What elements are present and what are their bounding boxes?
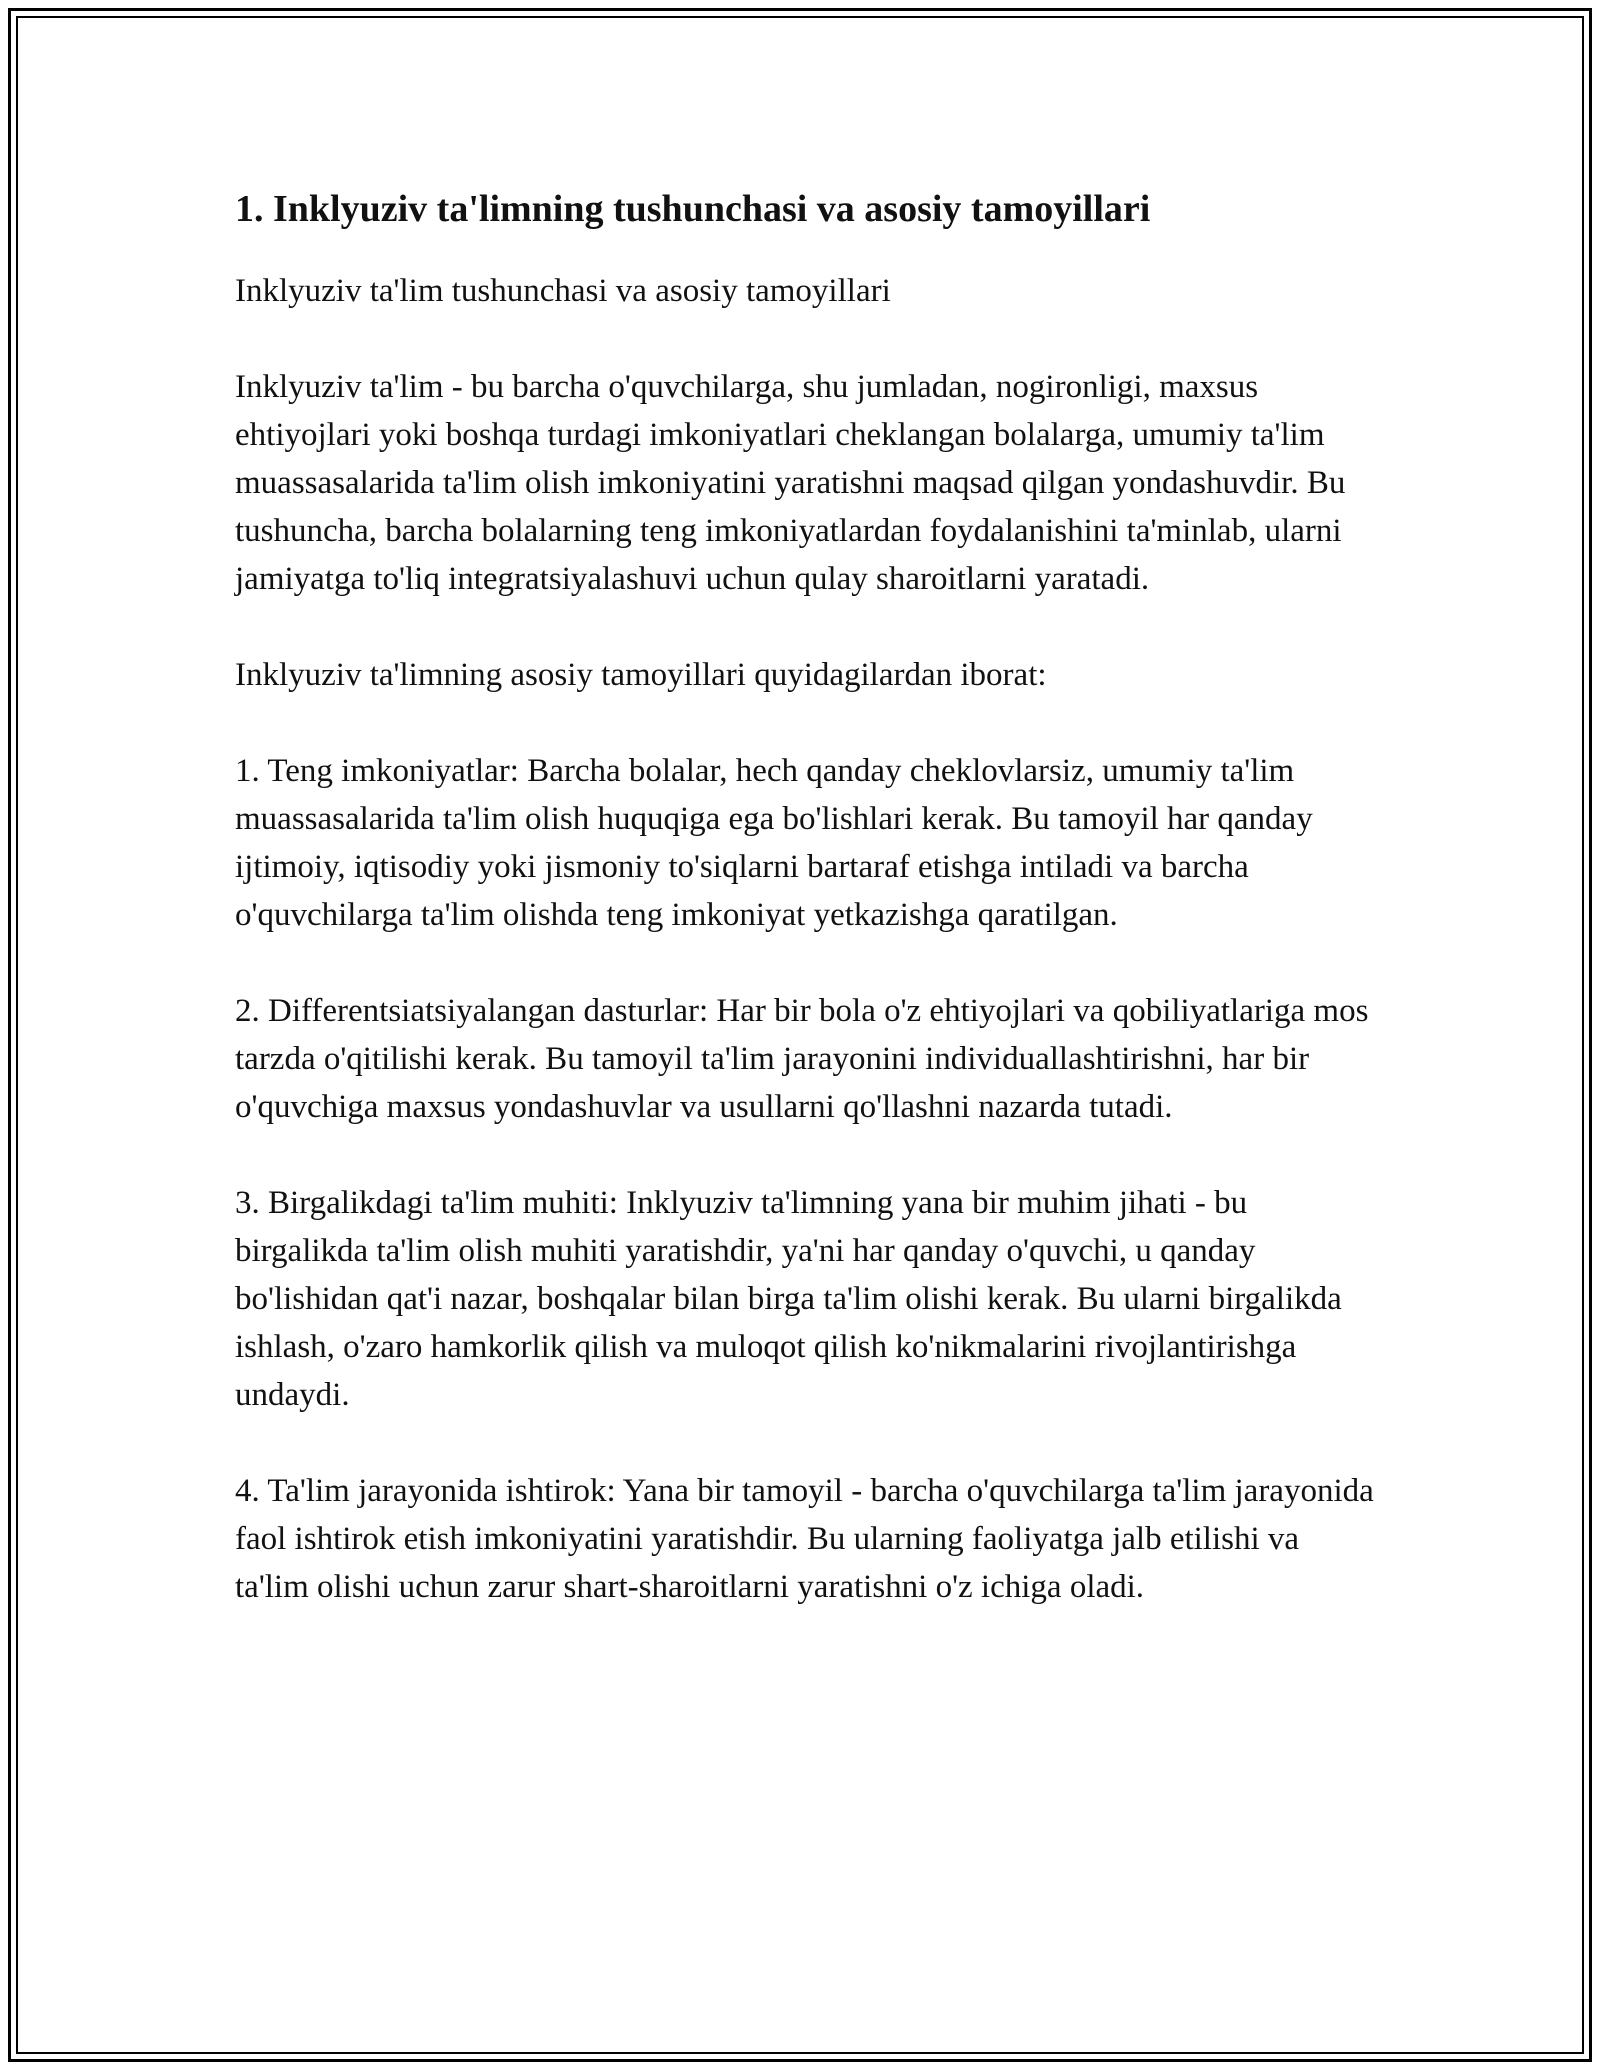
principle-3-paragraph: 3. Birgalikdagi ta'lim muhiti: Inklyuziv ta'limning yana bir muhim jihati - bu birgalikda ta'lim olish muhiti yaratishdir, ya'ni har qanday o'quvchi, u qanday bo'lishidan qat'i nazar, boshqalar bilan birga ta'lim olishi kerak. Bu ularni birgalikda ishlash, o'zaro hamkorlik qilish va muloqot qilish ko'nikmalarini rivojlantirishga undaydi. [235, 1185, 1342, 1413]
principle-1-paragraph: 1. Teng imkoniyatlar: Barcha bolalar, hech qanday cheklovlarsiz, umumiy ta'lim muassasalarida ta'lim olish huquqiga ega bo'lishlari kerak. Bu tamoyil har qanday ijtimoiy, iqtisodiy yoki jismoniy to'siqlarni bartaraf etishga intiladi va barcha o'quvchilarga ta'lim olishda teng imkoniyat yetkazishga qaratilgan. [235, 753, 1313, 933]
subtitle-paragraph: Inklyuziv ta'lim tushunchasi va asosiy tamoyillari [235, 273, 891, 309]
principle-4-paragraph: 4. Ta'lim jarayonida ishtirok: Yana bir tamoyil - barcha o'quvchilarga ta'lim jarayonida faol ishtirok etish imkoniyatini yaratishdir. Bu ularning faoliyatga jalb etilishi va ta'lim olishi uchun zarur shart-sharoitlarni yaratishni o'z ichiga oladi. [235, 1473, 1374, 1605]
document-body [235, 185, 1375, 1659]
document-heading: 1. Inklyuziv ta'limning tushunchasi va asosiy tamoyillari [235, 188, 1151, 230]
definition-paragraph: Inklyuziv ta'lim - bu barcha o'quvchilarga, shu jumladan, nogironligi, maxsus ehtiyojlari yoki boshqa turdagi imkoniyatlari cheklangan bolalarga, umumiy ta'lim muassasalarida ta'lim olish imkoniyatini yaratishni maqsad qilgan yondashuvdir. Bu tushuncha, barcha bolalarning teng imkoniyatlardan foydalanishini ta'minlab, ularni jamiyatga to'liq integratsiyalashuvi uchun qulay sharoitlarni yaratadi. [235, 369, 1346, 597]
principle-2-paragraph: 2. Differentsiatsiyalangan dasturlar: Har bir bola o'z ehtiyojlari va qobiliyatlariga mos tarzda o'qitilishi kerak. Bu tamoyil ta'lim jarayonini individuallashtirishni, har bir o'quvchiga maxsus yondashuvlar va usullarni qo'llashni nazarda tutadi. [235, 993, 1369, 1125]
principles-intro-paragraph: Inklyuziv ta'limning asosiy tamoyillari quyidagilardan iborat: [235, 657, 1047, 693]
